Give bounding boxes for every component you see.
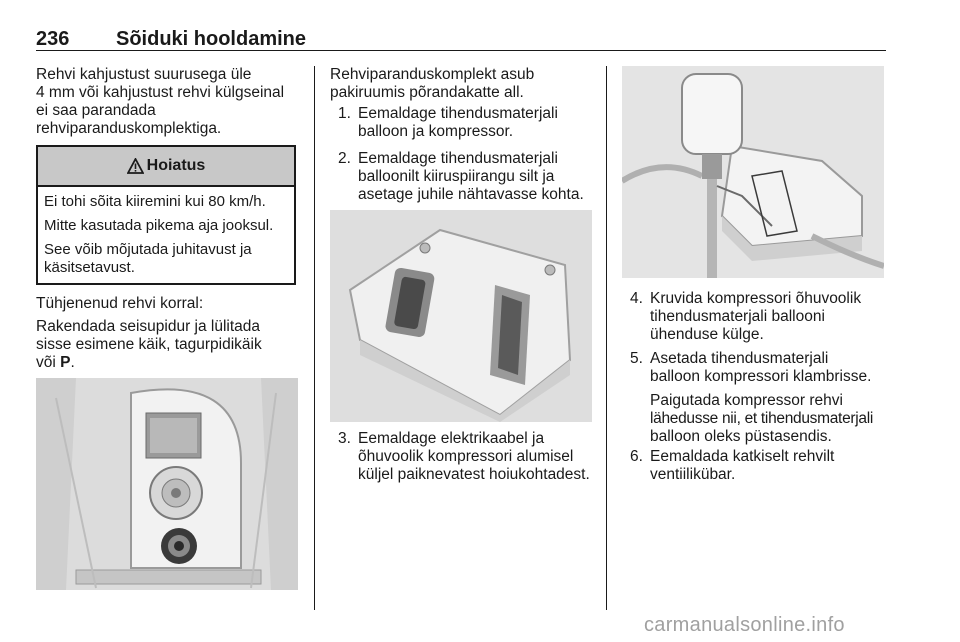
header-rule (36, 50, 886, 51)
step-number: 6. (630, 448, 643, 465)
step-text: Asetada tihendusmaterjali balloon kompressori klambrisse. Paigutada kompressor rehvi lähedusse nii, et tihendusmaterjali balloon oleks püstasendis. (650, 350, 873, 445)
warning-text: Ei tohi sõita kiiremini kui 80 km/h. Mitte kasutada pikema aja jooksul. See võib mõjutada juhitavust ja käsitsetavust. (44, 193, 274, 276)
flat-tire-heading: Tühjenenud rehvi korral: (36, 295, 204, 312)
step-text: Kruvida kompressori õhuvoolik tihendusmaterjali ballooni ühenduse külge. (650, 290, 862, 343)
page-title: Sõiduki hooldamine (116, 28, 307, 50)
sealant-bottle-compressor-illustration (622, 66, 884, 278)
column-divider-1 (314, 66, 315, 610)
step-2 (338, 150, 603, 208)
kit-location-paragraph: Rehviparanduskomplekt asub pakiruumis põrandakatte all. (330, 66, 535, 101)
step-3 (338, 430, 603, 488)
step-number: 3. (338, 430, 351, 447)
step-text: Eemaldage elektrikaabel ja õhuvoolik kompressori alumisel küljel paiknevatest hoiukohtadest. (358, 430, 590, 483)
column-divider-2 (606, 66, 607, 610)
flat-tire-paragraph: Rakendada seisupidur ja lülitada sisse esimene käik, tagurpidikäik või P. (36, 318, 262, 371)
step-6 (630, 448, 895, 488)
step-text: Eemaldage tihendusmaterjali balloonilt kiiruspiirangu silt ja asetage juhile nähtavasse kohta. (358, 150, 584, 203)
step-4 (630, 290, 895, 348)
step-5 (630, 350, 895, 450)
page-number: 236 (36, 28, 70, 50)
step-text: Eemaldage tihendusmaterjali balloon ja kompressor. (358, 105, 558, 140)
warning-box (36, 145, 296, 285)
watermark: carmanualsonline.info (644, 614, 845, 636)
repair-kit-box-illustration (330, 210, 592, 422)
step-number: 2. (338, 150, 351, 167)
warning-header (38, 147, 294, 187)
step-1 (338, 105, 598, 145)
step-number: 5. (630, 350, 643, 367)
warning-title: Hoiatus (146, 157, 206, 174)
intro-paragraph: Rehvi kahjustust suurusega üle 4 mm või kahjustust rehvi külgseinal ei saa parandada rehviparanduskomplektiga. (36, 66, 285, 137)
trunk-spare-well-illustration (36, 378, 298, 590)
step-number: 4. (630, 290, 643, 307)
warning-triangle-icon (127, 158, 144, 174)
step-text: Eemaldada katkiselt rehvilt ventiilikübar. (650, 448, 835, 483)
step-number: 1. (338, 105, 351, 122)
